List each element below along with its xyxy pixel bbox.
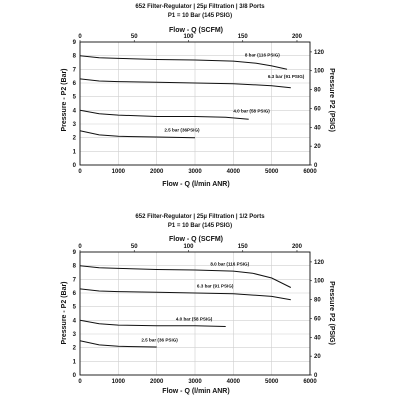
x2-tick-label: 100	[183, 244, 194, 250]
series-label: 4.0 bar (58 PSIG)	[175, 316, 213, 322]
x-tick-label: 3000	[188, 379, 202, 385]
x-tick-label: 5000	[264, 379, 279, 385]
x2-tick-label: 50	[130, 244, 138, 250]
y2-tick-label: 60	[314, 316, 321, 323]
plot-area	[73, 34, 325, 175]
x-tick-label: 0	[78, 169, 82, 175]
chart-subtitle: P1 = 10 Bar (145 PSIG)	[167, 223, 233, 229]
x-tick-label: 6000	[303, 169, 317, 175]
y-tick-label: 6	[72, 291, 76, 297]
chart-panel-1-2-ports	[0, 200, 400, 400]
x-tick-label: 3000	[188, 169, 202, 175]
x2-tick-label: 150	[237, 34, 248, 40]
x2-tick-label: 100	[183, 34, 194, 40]
y-tick-label: 0	[72, 163, 76, 169]
y-tick-label: 3	[72, 332, 76, 338]
chart-svg	[0, 200, 400, 400]
series-line	[80, 289, 291, 300]
series-label: 8 bar (116 PSIG)	[244, 52, 280, 58]
y-tick-label: 9	[72, 250, 76, 256]
x-axis-label: Flow - Q (l/min ANR)	[162, 388, 230, 395]
series-label: 2.5 bar (36 PSIG)	[141, 337, 178, 343]
y2-tick-label: 40	[314, 335, 321, 342]
x-tick-label: 4000	[226, 169, 241, 175]
y2-axis-label: Pressure P2 (PSIG)	[328, 68, 335, 132]
x-tick-label: 1000	[111, 169, 126, 175]
y2-tick-label: 100	[314, 68, 325, 75]
y2-tick-label: 120	[314, 259, 325, 266]
y-tick-label: 3	[72, 122, 76, 128]
series-label: 4.0 bar (58 PSIG)	[233, 108, 270, 114]
y-tick-label: 5	[72, 94, 76, 101]
y2-tick-label: 80	[314, 87, 321, 94]
series-line	[80, 110, 249, 119]
x-tick-label: 2000	[149, 169, 164, 175]
x2-axis-label: Flow - Q (SCFM)	[168, 27, 224, 34]
y-axis-label: Pressure - P2 (Bar)	[61, 281, 68, 345]
y-tick-label: 7	[72, 277, 76, 284]
series-label: 6.3 bar (91 PSIG)	[196, 283, 234, 289]
y-tick-label: 8	[72, 263, 76, 270]
x-tick-label: 6000	[303, 379, 317, 385]
y-tick-label: 5	[72, 304, 76, 311]
y-tick-label: 0	[72, 373, 76, 379]
x-axis-label: Flow - Q (l/min ANR)	[162, 181, 230, 188]
y-tick-label: 4	[72, 108, 76, 115]
y-tick-label: 1	[72, 359, 76, 366]
x-tick-label: 2000	[149, 379, 164, 385]
y-tick-label: 4	[72, 318, 76, 325]
series-label: 8.0 bar (116 PSIG)	[210, 261, 250, 267]
series-label: 2.5 bar (36PSIG)	[164, 127, 200, 133]
series-line	[80, 56, 287, 70]
y-axis-label: Pressure - P2 (Bar)	[61, 68, 68, 132]
plot-area	[73, 244, 325, 385]
y2-tick-label: 0	[314, 373, 318, 379]
x2-tick-label: 0	[78, 244, 82, 250]
y2-tick-label: 120	[314, 49, 325, 56]
y-tick-label: 2	[72, 345, 76, 352]
y2-tick-label: 0	[314, 163, 318, 169]
y-tick-label: 8	[72, 53, 76, 60]
y2-tick-label: 40	[314, 125, 321, 132]
y2-tick-label: 20	[314, 354, 321, 361]
y2-tick-label: 20	[314, 144, 321, 151]
y-tick-label: 2	[72, 135, 76, 142]
y-tick-label: 1	[72, 149, 76, 156]
x2-tick-label: 150	[237, 244, 248, 250]
x2-axis-label: Flow - Q (SCFM)	[168, 236, 224, 243]
y2-tick-label: 80	[314, 297, 321, 304]
chart-subtitle: P1 = 10 Bar (145 PSIG)	[167, 13, 233, 19]
x-tick-label: 5000	[264, 169, 279, 175]
x2-tick-label: 200	[291, 34, 302, 40]
y2-tick-label: 60	[314, 106, 321, 113]
chart-title: 652 Filter-Regulator | 25µ Filtration | 3/8 Ports	[135, 4, 265, 10]
series-line	[80, 266, 291, 288]
x2-tick-label: 200	[291, 244, 302, 250]
y2-tick-label: 100	[314, 278, 325, 285]
series-line	[80, 79, 291, 88]
x2-tick-label: 50	[130, 34, 138, 40]
x-tick-label: 4000	[226, 379, 241, 385]
y-tick-label: 7	[72, 67, 76, 74]
x-tick-label: 1000	[111, 379, 126, 385]
series-label: 6.3 bar (91 PSIG)	[267, 74, 305, 80]
y-tick-label: 9	[72, 40, 76, 46]
y2-axis-label: Pressure P2 (PSIG)	[328, 281, 335, 345]
x2-tick-label: 0	[78, 34, 82, 40]
x-tick-label: 0	[78, 379, 82, 385]
y-tick-label: 6	[72, 81, 76, 87]
chart-title: 652 Filter-Regulator | 25µ Filtration | 1/2 Ports	[135, 214, 265, 220]
